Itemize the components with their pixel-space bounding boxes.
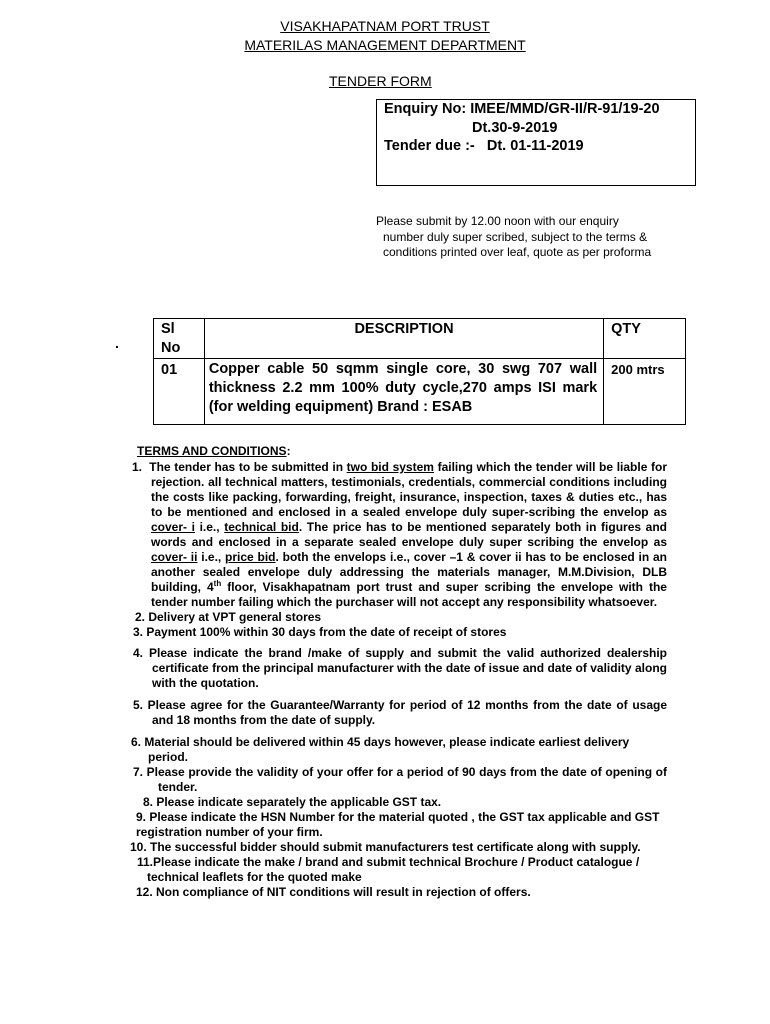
terms-and-conditions xyxy=(127,444,667,900)
term-5: 5. Please agree for the Guarantee/Warranty for period of 12 months from the date of usage and 18 months from the date of supply. xyxy=(133,698,667,727)
term-11: 11.Please indicate the make / brand and submit technical Brochure / Product catalogue / technical leaflets for the quoted make xyxy=(137,855,640,884)
org-name: VISAKHAPATNAM PORT TRUST xyxy=(280,18,490,34)
term-8: 8. Please indicate separately the applicable GST tax. xyxy=(143,795,442,809)
sl-no-header: Sl No xyxy=(154,319,205,359)
term-3: 3. Payment 100% within 30 days from the date of receipt of stores xyxy=(133,625,507,639)
term-1: 1. The tender has to be submitted in two bid system failing which the tender will be liable for rejection. all technical matters, testimonials, credentials, commercial conditions including the costs like packing, forwarding, freight, insurance, inspection, taxes & duties etc., has to be mentioned and enclosed in a sealed envelope duly super-scribing the envelop as cover- i i.e., technical bid. The price has to be mentioned separately both in figures and words and enclosed in a separate sealed envelope duly super scribing the envelop as cover- ii i.e., price bid. both the envelops i.e., cover –1 & cover ii has to be enclosed in an another sealed envelope duly addressing the materials manager, M.M.Division, DLB building, 4th floor, Visakhapatnam port trust and super scribing the envelope with the tender number failing which the purchaser will not accept any responsibility whatsoever. xyxy=(132,460,667,609)
form-title: TENDER FORM xyxy=(329,73,432,89)
enquiry-date: Dt.30-9-2019 xyxy=(472,120,558,136)
term-7: 7. Please provide the validity of your offer for a period of 90 days from the date of opening of tender. xyxy=(133,765,667,794)
term-9: 9. Please indicate the HSN Number for the material quoted , the GST tax applicable and GST registration number of your firm. xyxy=(136,810,660,839)
description-header: DESCRIPTION xyxy=(204,319,603,359)
term-4: 4. Please indicate the brand /make of supply and submit the valid authorized dealership certificate from the principal manufacturer with the date of issue and date of validity along with the quotation. xyxy=(133,646,667,690)
row-qty: 200 mtrs xyxy=(604,359,686,425)
term-12: 12. Non compliance of NIT conditions will result in rejection of offers. xyxy=(136,885,531,899)
department-name: MATERILAS MANAGEMENT DEPARTMENT xyxy=(244,37,526,53)
note-line: conditions printed over leaf, quote as per proforma xyxy=(383,245,652,259)
enquiry-box xyxy=(376,99,696,186)
term-2: 2. Delivery at VPT general stores xyxy=(135,610,322,624)
note-line: Please submit by 12.00 noon with our enquiry xyxy=(376,214,619,228)
row-sl-no: 01 xyxy=(154,359,205,425)
note-line: number duly super scribed, subject to the terms & xyxy=(383,229,648,244)
term-6: 6. Material should be delivered within 45 days however, please indicate earliest delivery period. xyxy=(131,735,630,764)
term-10: 10. The successful bidder should submit manufacturers test certificate along with supply. xyxy=(130,840,641,854)
bullet-dot: . xyxy=(115,335,119,351)
item-table xyxy=(153,318,686,425)
qty-header: QTY xyxy=(604,319,686,359)
enquiry-number: Enquiry No: IMEE/MMD/GR-II/R-91/19-20 xyxy=(384,101,660,117)
terms-heading: TERMS AND CONDITIONS: xyxy=(137,444,291,458)
tender-due: Tender due :- Dt. 01-11-2019 xyxy=(384,138,584,154)
submission-note xyxy=(376,214,706,261)
row-description: Copper cable 50 sqmm single core, 30 swg 707 wall thickness 2.2 mm 100% duty cycle,270 amps ISI mark (for welding equipment) Brand : ESAB xyxy=(204,359,603,425)
